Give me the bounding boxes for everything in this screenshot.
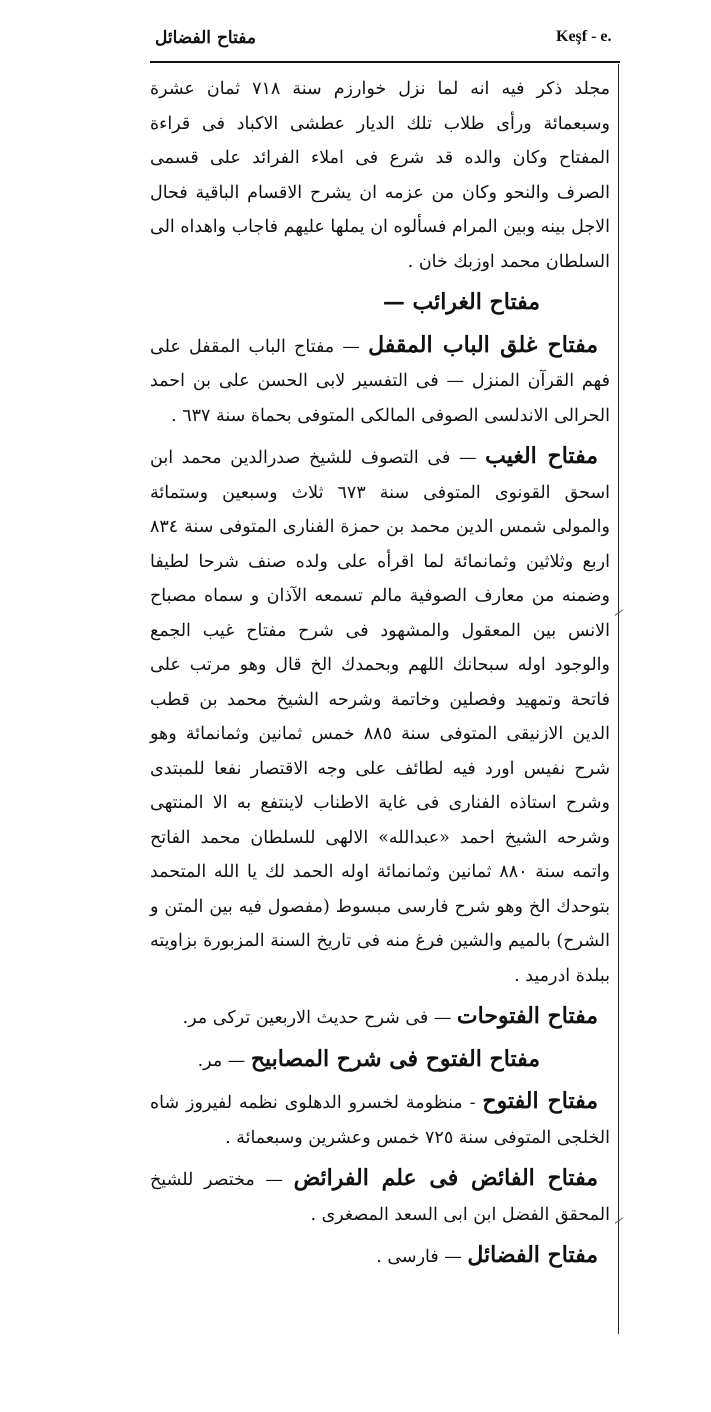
entry-text: — فى التصوف للشيخ صدرالدين محمد ابن اسحق القونوى المتوفى سنة ٦٧٣ ثلاث وسبعين وستمائة والمولى شمس الدين محمد بن حمزة الفنارى المتوفى سنة ٨٣٤ اربع وثلاثين وثمانمائة لما اقرأه على ولده صنف شرحا لطيفا وضمنه من معارف الصوفية مالم تسمعه الآذان و سماه مصباح الانس بين المعقول والمشهود فى شرح مفتاح غيب الجمع والوجود اوله سبحانك اللهم وبحمدك الخ قال وهو مرتب على فاتحة وتمهيد وفصلين وخاتمة وشرحه الشيخ محمد بن قطب الدين الازنيقى المتوفى سنة ٨٨٥ خمس ثمانين وثمانمائة وهو شرح نفيس اورد فيه لطائف على وجه الاقتصار نفعا للمبتدى وشرح استاذه الفنارى فى غاية الاطناب لاينتفع به الا المنتهى وشرحه الشيخ احمد «عبدالله» الالهى للسلطان محمد الفاتح واتمه سنة ٨٨٠ ثمانين وثمانمائة اوله الحمد لك يا الله المتحمد بتوحدك الخ وهو شرح فارسى مبسوط (مفصول فيه بين المتن و الشرح) بالميم والشين فرغ منه فى تاريخ السنة المزبورة بزاويته ببلدة ادرميد . bbox=[150, 448, 610, 986]
entry-heading: مفتاح غلق الباب المقفل bbox=[368, 331, 599, 358]
entry-text: - منظومة لخسرو الدهلوى نظمه لفيروز شاه الخلجى المتوفى سنة ٧٢٥ خمس وعشرين وسبعمائة . bbox=[150, 1093, 610, 1148]
entry-text: — مختصر للشيخ المحقق الفضل ابن ابى السعد المصغرى . bbox=[150, 1170, 610, 1225]
entry-text: مجلد ذکر فيه انه لما نزل خوارزم سنة ٧١٨ ثمان عشرة وسبعمائة ورأى طلاب تلك الديار عطشى الاكباد فى قراءة المفتاح وكان والده قد شرع فى املاء الفرائد على قسمى الصرف والنحو وكان من عزمه ان يشرح الاقسام الباقية فحال الاجل بينه وبين المرام فسألوه ان يملها عليهم فاجاب واهداه الى السلطان محمد اوزبك خان . bbox=[150, 79, 611, 272]
entry bbox=[150, 285, 610, 322]
entry-heading: مفتاح الفتوحات bbox=[456, 1003, 598, 1029]
running-head-keyword: Keşf - e. bbox=[556, 28, 612, 45]
entry bbox=[150, 439, 610, 993]
entry bbox=[150, 1084, 610, 1155]
header-rule bbox=[150, 61, 620, 63]
entry-heading: مفتاح الفتوح bbox=[482, 1088, 599, 1114]
entry-heading: مفتاح الفائض فى علم الفرائض bbox=[293, 1165, 598, 1191]
column-rule bbox=[618, 64, 619, 1334]
entry-continuation bbox=[150, 72, 610, 279]
entry bbox=[150, 328, 610, 434]
page-body bbox=[150, 72, 610, 1275]
entry-heading: مفتاح الغيب bbox=[485, 443, 598, 469]
entry-text: — مر. bbox=[197, 1050, 246, 1071]
entry bbox=[150, 999, 610, 1036]
margin-mark bbox=[615, 1217, 624, 1224]
entry-heading: مفتاح الفتوح فى شرح المصابيح bbox=[250, 1045, 540, 1072]
running-head-title: مفتاح الفضائل bbox=[155, 28, 256, 48]
entry-text: — فارسى . bbox=[376, 1247, 462, 1267]
entry-heading: مفتاح الفضائل bbox=[467, 1242, 598, 1268]
entry-text: — مفتاح الباب المقفل على فهم القرآن المنزل — فى التفسير لابى الحسن على بن احمد الحرالى الاندلسى الصوفى المالكى المتوفى بحماة سنة ٦٣٧ . bbox=[150, 336, 610, 426]
entry bbox=[150, 1161, 610, 1232]
entry bbox=[150, 1042, 610, 1079]
entry bbox=[150, 1238, 610, 1275]
entry-text: — فى شرح حديث الاربعين تركى مر. bbox=[182, 1008, 452, 1028]
entry-heading: مفتاح الغرائب — bbox=[382, 289, 540, 315]
margin-mark bbox=[615, 609, 624, 616]
